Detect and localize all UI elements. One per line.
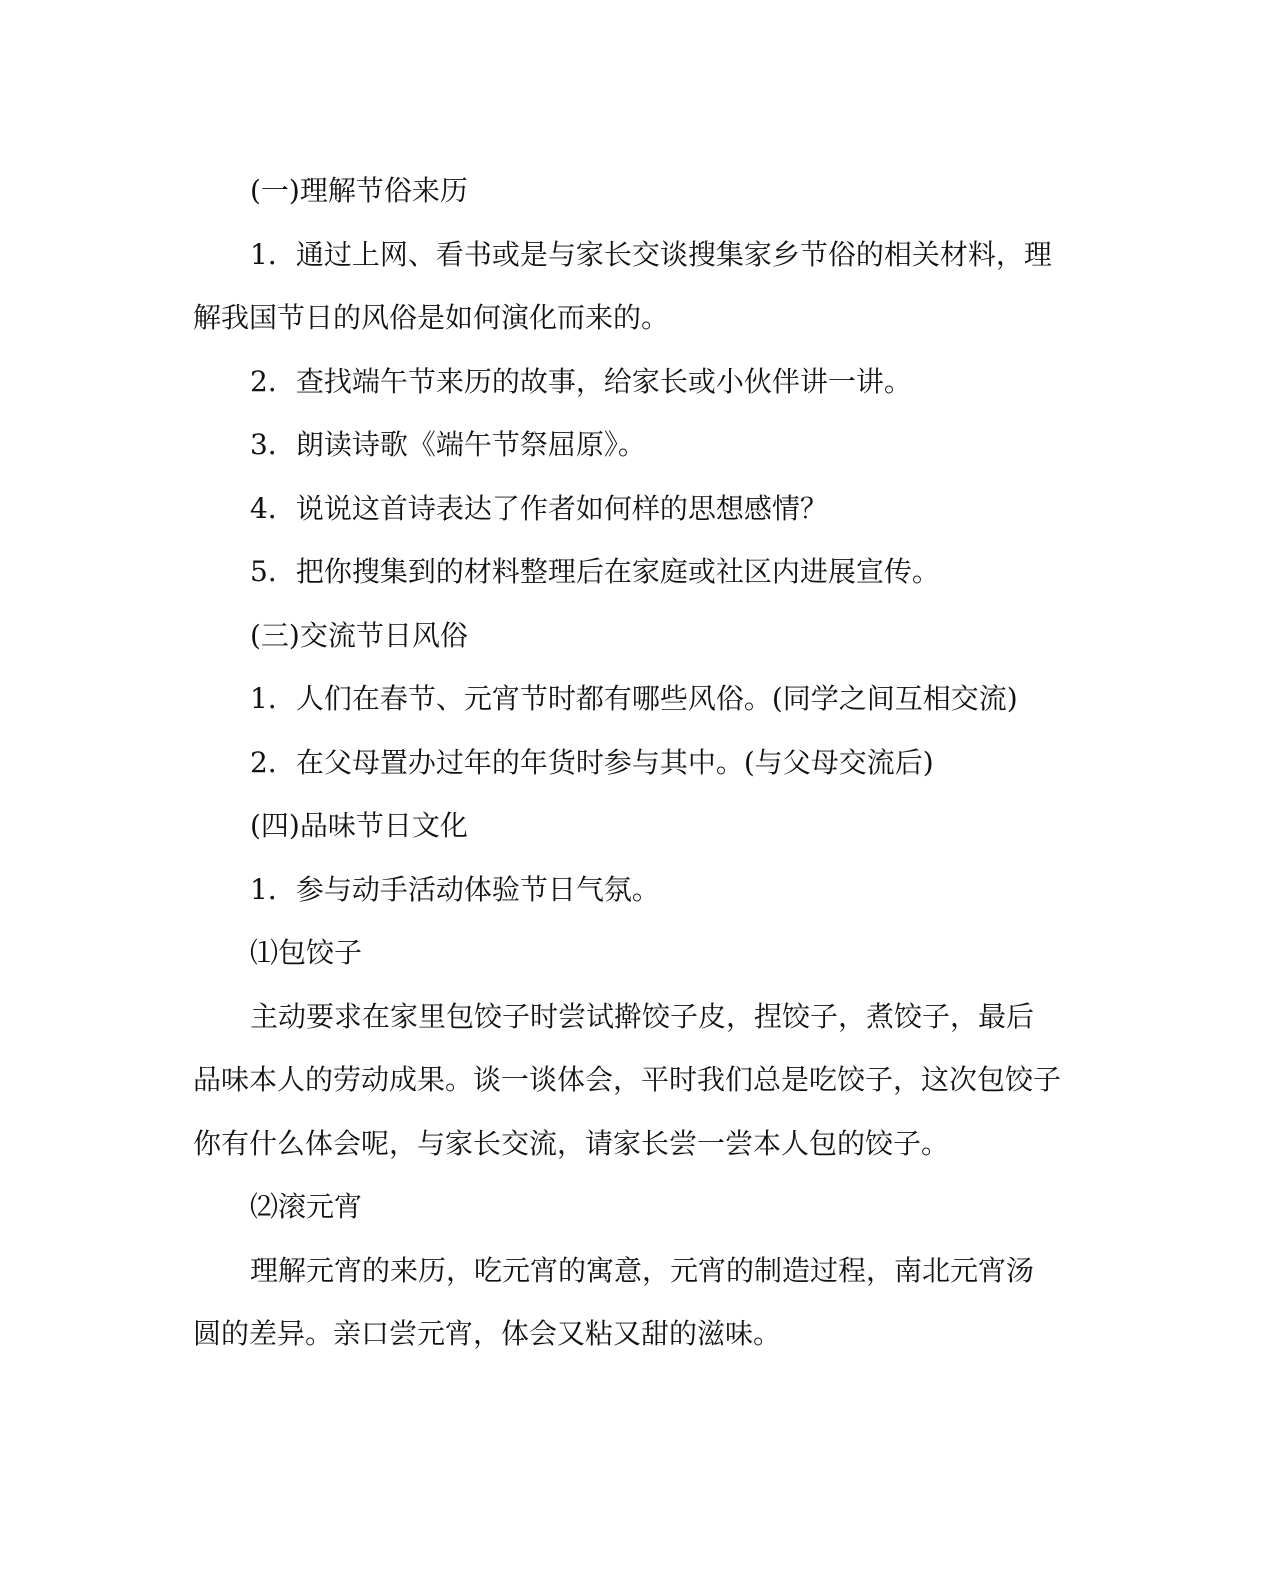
subsection-heading: ⑵滚元宵 [250,1190,363,1223]
list-item: 1．人们在春节、元宵节时都有哪些风俗。(同学之间互相交流) [250,682,1018,715]
body-paragraph: 理解元宵的来历，吃元宵的寓意，元宵的制造过程，南北元宵汤圆的差异。亲口尝元宵，体会又粘又甜的滋味。 [193,1253,1035,1350]
document-body [193,159,1061,1366]
list-item: 2．查找端午节来历的故事，给家长或小伙伴讲一讲。 [250,364,912,398]
list-item: 1．通过上网、看书或是与家长交谈搜集家乡节俗的相关材料，理解我国节日的风俗是如何演化而来的。 [193,237,1052,334]
list-item: 5．把你搜集到的材料整理后在家庭或社区内进展宣传。 [250,555,940,588]
body-paragraph: 主动要求在家里包饺子时尝试擀饺子皮，捏饺子，煮饺子，最后品味本人的劳动成果。谈一谈体会，平时我们总是吃饺子，这次包饺子你有什么体会呢，与家长交流，请家长尝一尝本人包的饺子。 [193,999,1062,1160]
section-heading: (四)品味节日文化 [250,809,468,842]
section-heading: (一)理解节俗来历 [250,174,468,207]
list-item: 3．朗读诗歌《端午节祭屈原》。 [250,428,646,461]
list-item: 1．参与动手活动体验节日气氛。 [250,872,660,906]
list-item: 2．在父母置办过年的年货时参与其中。(与父母交流后) [250,745,934,779]
section-heading: (三)交流节日风俗 [250,618,468,652]
list-item: 4．说说这首诗表达了作者如何样的思想感情？ [250,491,828,525]
subsection-heading: ⑴包饺子 [250,936,363,969]
